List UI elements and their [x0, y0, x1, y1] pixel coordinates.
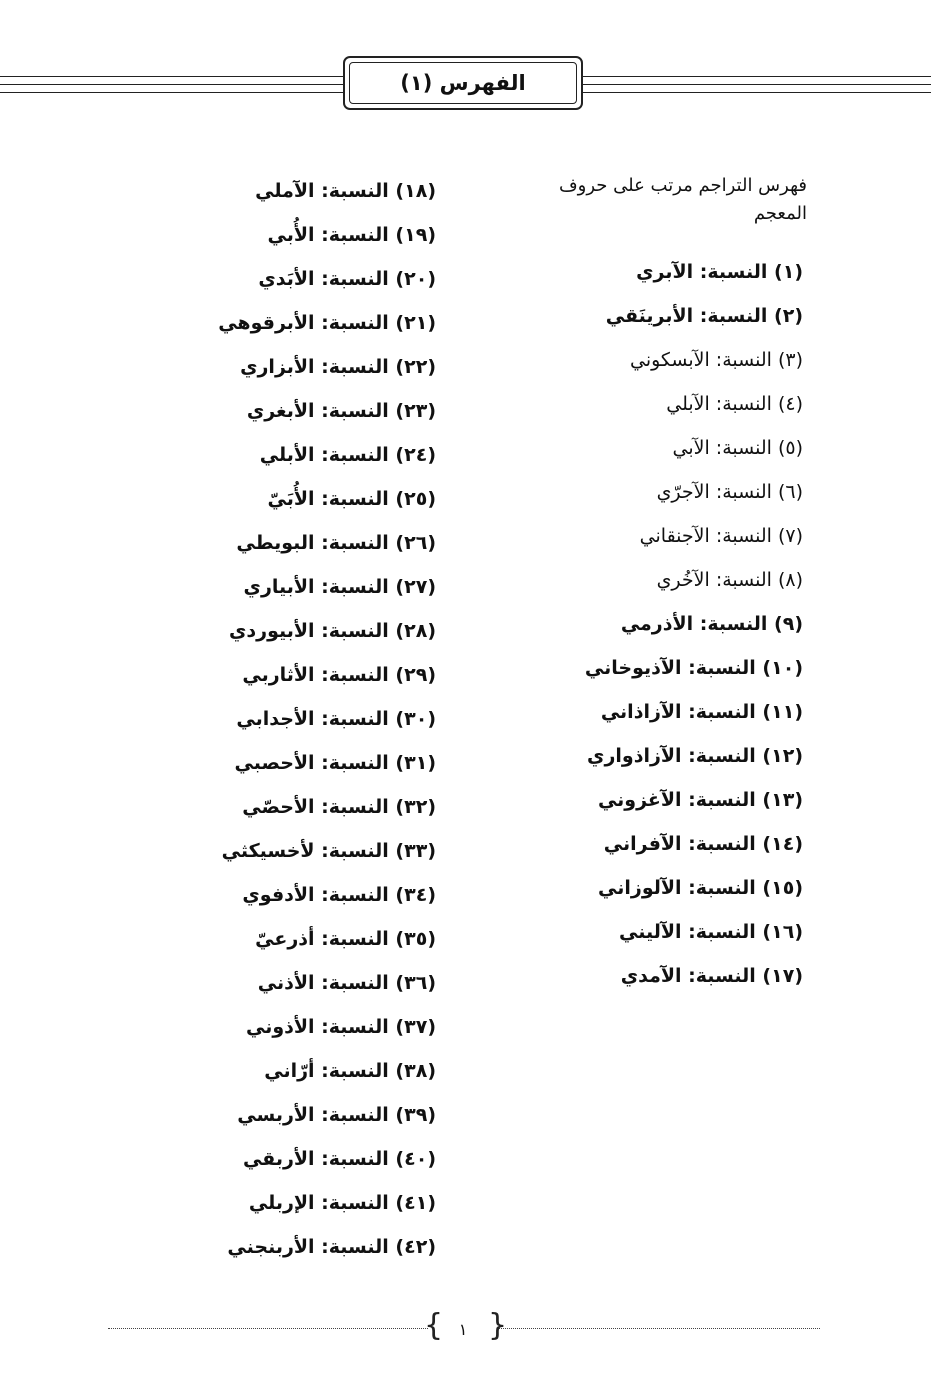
index-entry [106, 1227, 436, 1271]
entry-text: النسبة: الأُبي [267, 224, 389, 246]
index-entry [106, 1007, 436, 1051]
entry-text: النسبة: الأربنجني [227, 1236, 389, 1258]
index-entry [473, 384, 803, 428]
header-rule-right-top [583, 76, 931, 77]
entry-number: (٢٤) [395, 444, 436, 466]
entry-text: النسبة: الأثاربي [242, 664, 389, 686]
entry-number: (٣٣) [395, 840, 436, 862]
index-entry [473, 516, 803, 560]
entry-text: النسبة: الأبيوردي [229, 620, 389, 642]
entry-text: النسبة: الأبزاري [240, 356, 389, 378]
index-entry [473, 780, 803, 824]
entry-number: (٦) [777, 481, 803, 503]
entry-text: النسبة: الأربقي [242, 1148, 389, 1170]
index-entry [106, 699, 436, 743]
index-entry [473, 648, 803, 692]
entry-number: (١٩) [395, 224, 436, 246]
index-entry [106, 1095, 436, 1139]
entry-number: (١٣) [762, 789, 803, 811]
page-number: ١ [458, 1319, 468, 1339]
left-brace-icon: { [424, 1308, 444, 1343]
entry-text: النسبة: البويطي [236, 532, 389, 554]
index-entry [473, 560, 803, 604]
entry-text: النسبة: الآذيوخاني [584, 657, 756, 679]
entry-number: (١٥) [762, 877, 803, 899]
entry-number: (٤٢) [395, 1236, 436, 1258]
header-rule-left-mid [0, 84, 343, 85]
index-intro: فهرس التراجم مرتب على حروف المعجم [558, 175, 807, 224]
entry-number: (٤) [777, 393, 803, 415]
entry-number: (٢٥) [395, 488, 436, 510]
entry-text: النسبة: الأبرينَقي [605, 305, 768, 327]
entry-number: (٣٨) [395, 1060, 436, 1082]
entry-number: (٢٧) [395, 576, 436, 598]
entry-number: (٢٢) [395, 356, 436, 378]
index-entry [473, 692, 803, 736]
index-entry [106, 523, 436, 567]
header-frame [343, 56, 583, 110]
index-column-right [473, 252, 803, 1000]
index-entry [473, 472, 803, 516]
entry-number: (٣٠) [395, 708, 436, 730]
header-rule-right-bottom [583, 92, 931, 93]
entry-text: النسبة: الأذني [257, 972, 389, 994]
entry-number: (٣٧) [395, 1016, 436, 1038]
entry-number: (٣١) [395, 752, 436, 774]
index-entry [106, 655, 436, 699]
entry-text: النسبة: الأبغري [246, 400, 389, 422]
entry-text: النسبة: الأجدابي [236, 708, 389, 730]
entry-text: النسبة: أذرعيّ [255, 928, 389, 950]
entry-number: (٢) [774, 305, 803, 327]
index-entry [106, 787, 436, 831]
entry-number: (٢٨) [395, 620, 436, 642]
index-entry [473, 868, 803, 912]
entry-number: (٣٦) [395, 972, 436, 994]
entry-text: النسبة: الآزاذاني [600, 701, 756, 723]
index-entry [106, 347, 436, 391]
header-rule-left-bottom [0, 92, 343, 93]
entry-text: النسبة: الآبري [636, 261, 768, 283]
entry-text: النسبة: الآخُري [656, 569, 772, 591]
index-entry [106, 1051, 436, 1095]
entry-number: (١٧) [762, 965, 803, 987]
entry-text: النسبة: لأخسيكثي [221, 840, 389, 862]
entry-number: (٢٠) [395, 268, 436, 290]
entry-number: (٢١) [395, 312, 436, 334]
entry-number: (٣٩) [395, 1104, 436, 1126]
entry-number: (٢٩) [395, 664, 436, 686]
entry-number: (٣٢) [395, 796, 436, 818]
entry-text: النسبة: الآلوزاني [598, 877, 756, 899]
entry-number: (٧) [777, 525, 803, 547]
index-entry [473, 824, 803, 868]
entry-text: النسبة: الأذرمي [620, 613, 768, 635]
entry-text: النسبة: الآملي [255, 180, 389, 202]
entry-text: النسبة: الآمدي [620, 965, 756, 987]
entry-text: النسبة: الآبسكوني [629, 349, 772, 371]
entry-text: النسبة: الآجرّي [656, 481, 772, 503]
index-entry [106, 1183, 436, 1227]
index-entry [473, 604, 803, 648]
index-entry [106, 611, 436, 655]
entry-number: (٥) [777, 437, 803, 459]
entry-text: النسبة: الآفراني [603, 833, 756, 855]
entry-number: (٣٥) [395, 928, 436, 950]
entry-number: (٣) [777, 349, 803, 371]
index-entry [473, 736, 803, 780]
entry-number: (٣٤) [395, 884, 436, 906]
entry-text: النسبة: الأحصبي [234, 752, 389, 774]
entry-number: (١) [774, 261, 803, 283]
entry-number: (١٤) [762, 833, 803, 855]
entry-text: النسبة: الآجنقاني [639, 525, 772, 547]
entry-text: النسبة: الأبَدي [258, 268, 389, 290]
footer-rule-left [108, 1328, 428, 1329]
index-entry [106, 831, 436, 875]
index-entry [473, 912, 803, 956]
entry-number: (١٦) [762, 921, 803, 943]
entry-text: النسبة: الأحصّي [242, 796, 389, 818]
index-entry [106, 391, 436, 435]
entry-text: النسبة: الإربلي [248, 1192, 389, 1214]
entry-text: النسبة: الآبلي [666, 393, 772, 415]
entry-number: (١٨) [395, 180, 436, 202]
index-entry [106, 919, 436, 963]
right-brace-icon: } [488, 1308, 508, 1343]
entry-number: (٤٠) [395, 1148, 436, 1170]
entry-number: (٨) [777, 569, 803, 591]
footer-rule-right [498, 1328, 820, 1329]
index-entry [106, 743, 436, 787]
index-entry [473, 340, 803, 384]
index-entry [106, 215, 436, 259]
index-entry [473, 956, 803, 1000]
entry-text: النسبة: الأُبَيّ [267, 488, 389, 510]
entry-number: (١٢) [762, 745, 803, 767]
entry-text: النسبة: الأبلي [259, 444, 389, 466]
index-entry [106, 875, 436, 919]
entry-text: النسبة: الآغزوني [597, 789, 756, 811]
entry-text: النسبة: الأبياري [243, 576, 389, 598]
entry-text: النسبة: الآزاذواري [587, 745, 756, 767]
index-entry [473, 296, 803, 340]
index-entry [106, 963, 436, 1007]
index-entry [106, 479, 436, 523]
entry-text: النسبة: الآبي [672, 437, 772, 459]
index-entry [106, 567, 436, 611]
index-column-left [106, 171, 436, 1271]
page-title: الفهرس (١) [349, 62, 577, 104]
entry-number: (١١) [762, 701, 803, 723]
index-entry [106, 171, 436, 215]
entry-text: النسبة: الأدفوي [242, 884, 389, 906]
index-entry [106, 435, 436, 479]
entry-number: (٢٦) [395, 532, 436, 554]
entry-text: النسبة: أرّاني [264, 1060, 389, 1082]
index-entry [106, 259, 436, 303]
entry-number: (٤١) [395, 1192, 436, 1214]
entry-text: النسبة: الآليني [619, 921, 756, 943]
entry-number: (٢٣) [395, 400, 436, 422]
index-entry [473, 252, 803, 296]
index-entry [106, 1139, 436, 1183]
index-entry [473, 428, 803, 472]
entry-number: (١٠) [762, 657, 803, 679]
header-rule-right-mid [583, 84, 931, 85]
entry-text: النسبة: الأبرقوهي [218, 312, 389, 334]
header-rule-left-top [0, 76, 343, 77]
index-entry [106, 303, 436, 347]
entry-text: النسبة: الأربسي [237, 1104, 389, 1126]
entry-text: النسبة: الأذوني [245, 1016, 389, 1038]
entry-number: (٩) [774, 613, 803, 635]
